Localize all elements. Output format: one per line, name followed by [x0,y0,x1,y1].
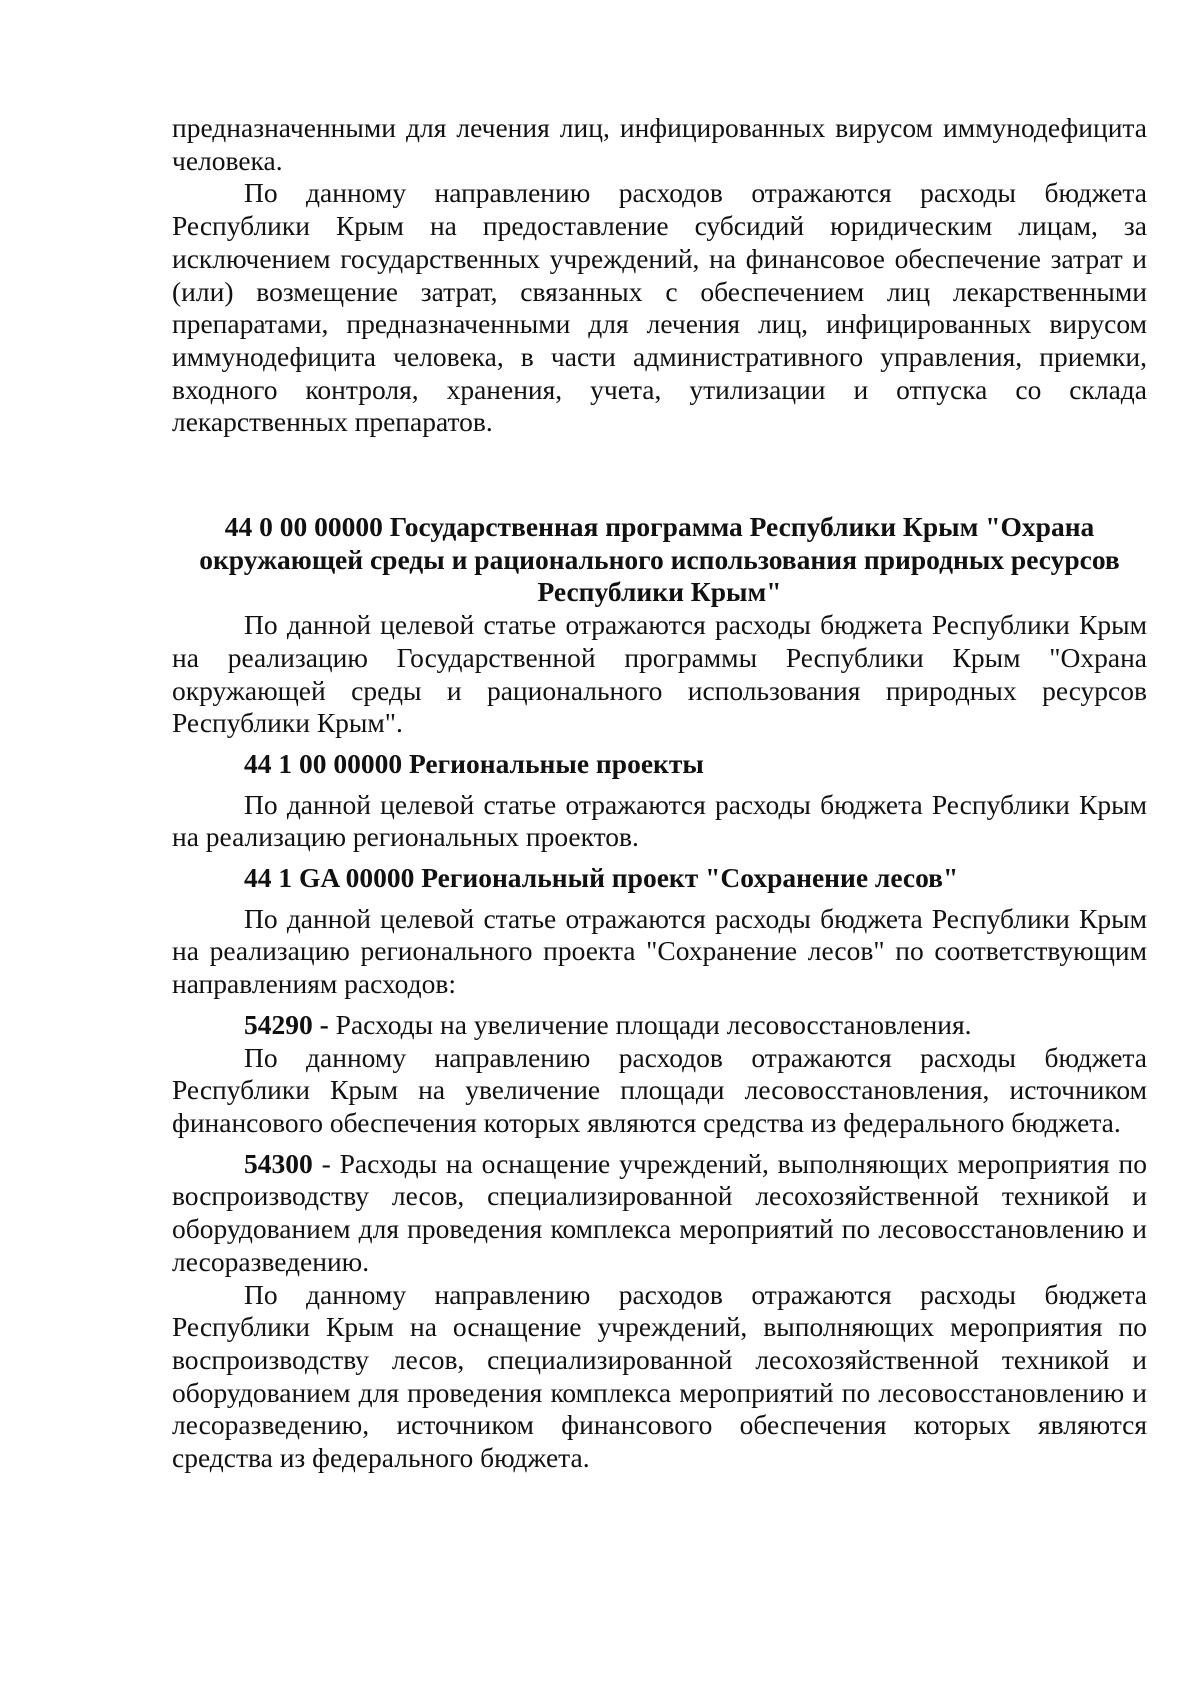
section-heading-program-44: 44 0 00 00000 Государственная программа Республики Крым "Охрана окружающей среды и рационального использования природных ресурсов Республики Крым" [199,511,1120,608]
code-54290: 54290 - [244,1008,329,1040]
paragraph-hiv-subsidies: По данному направлению расходов отражаются расходы бюджета Республики Крым на предоставление субсидий юридическим лицам, за исключением государственных учреждений, на финансовое обеспечение затрат и (или) возмещение затрат, связанных с обеспечением лиц лекарственными препаратами, предназначенными для лечения лиц, инфицированных вирусом иммунодефицита человека, в части административного управления, приемки, входного контроля, хранения, учета, утилизации и отпуска со склада лекарственных препаратов. [172,177,1147,438]
paragraph-54300-description: По данному направлению расходов отражаются расходы бюджета Республики Крым на оснащение учреждений, выполняющих мероприятия по воспроизводству лесов, специализированной лесохозяйственной техникой и оборудованием для проведения комплекса мероприятий по лесовосстановлению и лесоразведению, источником финансового обеспечения которых являются средства из федерального бюджета. [172,1278,1147,1474]
paragraph-54290-description: По данному направлению расходов отражаются расходы бюджета Республики Крым на увеличение площади лесовосстановления, источником финансового обеспечения которых являются средства из федерального бюджета. [172,1041,1147,1138]
paragraph-regional-projects: По данной целевой статье отражаются расходы бюджета Республики Крым на реализацию региональных проектов. [172,788,1147,853]
paragraph-forest-preservation: По данной целевой статье отражаются расходы бюджета Республики Крым на реализацию регионального проекта "Сохранение лесов" по соответствующим направлениям расходов: [172,902,1147,1000]
code-54290-text: Расходы на увеличение площади лесовосстановления. [328,1008,972,1040]
paragraph-continuation: предназначенными для лечения лиц, инфицированных вирусом иммунодефицита человека. [172,112,1147,176]
paragraph-program-44: По данной целевой статье отражаются расходы бюджета Республики Крым на реализацию Государственной программы Республики Крым "Охрана окружающей среды и рационального использования природных ресурсов Республики Крым". [172,609,1147,739]
paragraph-code-54300 [172,1148,1147,1279]
paragraph-code-54290 [172,1009,1147,1042]
section-heading-regional-projects: 44 1 00 00000 Региональные проекты [244,747,704,779]
code-54300-text: - Расходы на оснащение учреждений, выполняющих мероприятия по воспроизводству лесов, специализированной лесохозяйственной техникой и оборудованием для проведения комплекса мероприятий по лесовосстановлению и лесоразведению. [172,1147,1147,1277]
code-54300: 54300 [244,1147,313,1179]
document-page [172,112,1147,1475]
section-heading-forest-preservation: 44 1 GA 00000 Региональный проект "Сохранение лесов" [244,862,959,894]
